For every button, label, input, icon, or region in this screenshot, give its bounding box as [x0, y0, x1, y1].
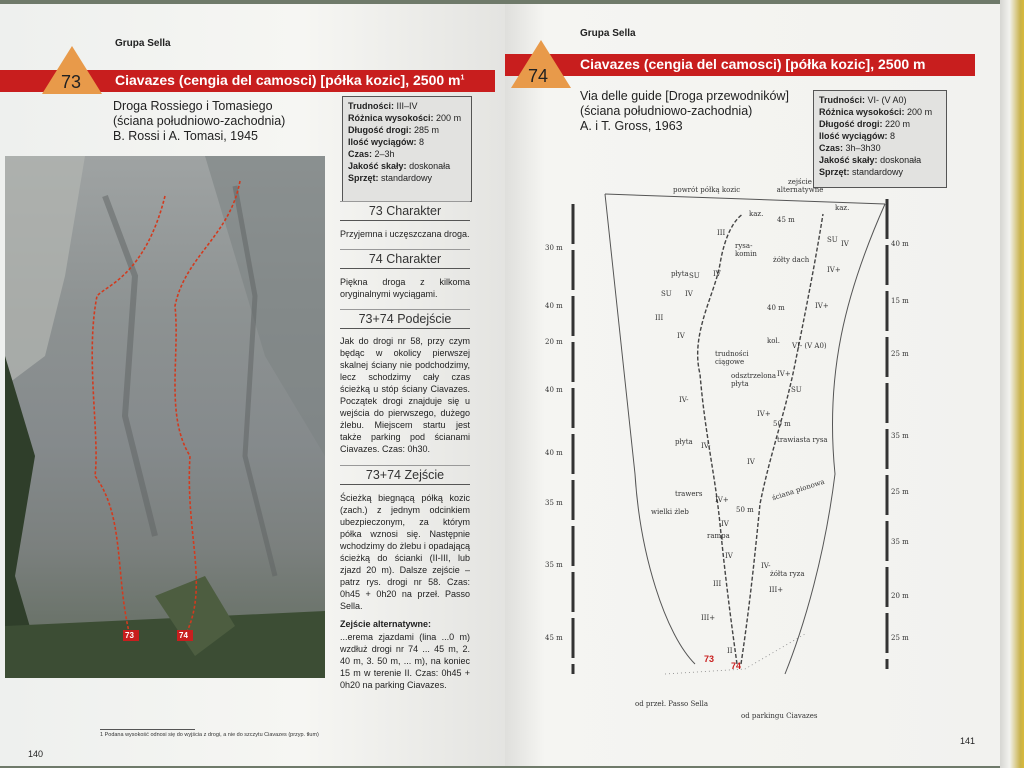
route-title: Ciavazes (cengia del camosci) [półka kozic], 2500 m — [580, 56, 926, 72]
scale-left-6: 35 m — [545, 499, 563, 507]
section-text-podejscie: Jak do drogi nr 58, przy czym będąc w okolicy pierwszej skalnej ściany nie podchodzimy, lecz schodzimy cały czas ścieżką u stóp ściany Ciavazes. Początek drogi znajduje się u wejścia do pierwszego, dużego żlebu. Miejscem startu jest także parking pod ścianami Ciavazes. Czas: 0h30. — [340, 336, 470, 454]
topo-label: IV+ — [715, 496, 729, 504]
footnote-rule — [100, 729, 195, 730]
section-heading-zejscie-alt: Zejście alternatywne: — [340, 619, 432, 629]
topo-label: SU — [827, 236, 838, 244]
topo-label: IV+ — [757, 410, 771, 418]
topo-label: zejście alternatywne — [776, 178, 824, 194]
route-number: 73 — [61, 72, 82, 92]
route-description: Via delle guide [Droga przewodników] (ściana południowo-zachodnia) A. i T. Gross, 1963 — [580, 89, 789, 133]
topo-label: trawers — [675, 490, 703, 498]
topo-label: kaz. — [749, 210, 764, 218]
info-box: Trudności: VI- (V A0) Różnica wysokości: 200 m Długość drogi: 220 m Ilość wyciągów: 8 Czas: 3h–3h30 Jakość skały: doskonała Sprzęt: standardowy — [813, 90, 947, 188]
topo-label: IV- — [679, 396, 689, 404]
topo-label: wielki żleb — [651, 508, 689, 516]
topo-label: II — [727, 647, 733, 655]
scale-right-4: 35 m — [891, 432, 909, 440]
scale-left-7: 35 m — [545, 561, 563, 569]
topo-label: III — [655, 314, 664, 322]
topo-label: kaz. — [835, 204, 850, 212]
photo-label-74: 74 — [179, 631, 188, 640]
topo-label: płyta — [671, 270, 689, 278]
page-number: 141 — [960, 736, 976, 746]
topo-label: IV — [747, 458, 755, 466]
topo-label: IV — [725, 552, 733, 560]
section-heading-podejscie: 73+74 Podejście — [340, 309, 470, 329]
topo-label: płyta — [675, 438, 693, 446]
route-title: Ciavazes (cengia del camosci) [półka kozic], 2500 $m^1$ — [115, 72, 465, 88]
left-page — [0, 4, 505, 766]
scale-right-6: 35 m — [891, 538, 909, 546]
topo-label: IV — [713, 270, 721, 278]
scale-left-2: 40 m — [545, 302, 563, 310]
scale-left-3: 20 m — [545, 338, 563, 346]
topo-label: 50 m — [736, 506, 754, 514]
topo-label: 40 m — [767, 304, 785, 312]
group-name: Grupa Sella — [580, 28, 636, 39]
page-number: 140 — [28, 749, 44, 759]
topo-label: III — [717, 229, 726, 237]
topo-label: 50 m — [773, 420, 791, 428]
section-text-74-charakter: Piękna droga z kilkoma oryginalnymi wyciągami. — [340, 277, 470, 299]
topo-label: VI- (V A0) — [792, 342, 827, 350]
wall-photo — [5, 156, 325, 678]
scale-right-5: 25 m — [891, 488, 909, 496]
scale-left-4: 40 m — [545, 386, 563, 394]
group-name: Grupa Sella — [115, 38, 171, 49]
topo-label: III+ — [769, 586, 784, 594]
wall-photo-graphic — [5, 156, 325, 678]
topo-label: trawiasta rysa — [777, 436, 828, 444]
section-heading-74-charakter: 74 Charakter — [340, 249, 470, 269]
right-page — [505, 4, 1000, 766]
topo-label: żółta ryza — [770, 570, 805, 578]
topo-label: odsztrzelona płyta — [731, 372, 777, 388]
topo-route-73: 73 — [704, 654, 715, 664]
topo-label: od parkingu Ciavazes — [741, 712, 818, 720]
topo-route-74: 74 — [731, 661, 742, 671]
section-heading-73-charakter: 73 Charakter — [340, 201, 470, 221]
route-74-line — [175, 181, 240, 636]
topo-label: od przeł. Passo Sella — [635, 700, 709, 708]
scale-left-8: 45 m — [545, 634, 563, 642]
topo-label: IV+ — [815, 302, 829, 310]
section-text-zejscie: Ścieżką biegnącą półką kozic (zach.) z jednym odcinkiem ubezpieczonym, za którym półka wznosi się. Następnie wchodzimy do żlebu i opadającą ścieżką do ścianki (II-III, lub zjazd 20 m). Dalsze zejście – patrz rys. drogi nr 58. Czas: 0h45 + 0h20 na przeł. Passo Sella. — [340, 493, 470, 611]
topo-label: IV+ — [827, 266, 841, 274]
topo-label: IV — [721, 520, 729, 528]
topo-label: SU — [661, 290, 672, 298]
scale-right-1: 40 m — [891, 240, 909, 248]
topo-label: IV+ — [777, 370, 791, 378]
topo-label: trudności ciągowe — [715, 350, 749, 366]
scale-right-2: 15 m — [891, 297, 909, 305]
footnote: 1 Podana wysokość odnosi się do wyjścia z drogi, a nie do szczytu Ciavazes (przyp. tłum) — [100, 732, 319, 738]
scale-left-5: 40 m — [545, 449, 563, 457]
topo-label: III+ — [701, 614, 716, 622]
topo-label: IV — [685, 290, 693, 298]
topo-label: rysa-komin — [735, 242, 757, 258]
topo-label: 45 m — [777, 216, 795, 224]
topo-label: ściana pionowa — [771, 477, 826, 503]
scale-right-3: 25 m — [891, 350, 909, 358]
topo-label: rampa — [707, 532, 730, 540]
topo-label: SU — [689, 272, 700, 280]
topo-label: kol. — [767, 337, 780, 345]
scale-left-1: 30 m — [545, 244, 563, 252]
route-description: Droga Rossiego i Tomasiego (ściana południowo-zachodnia) B. Rossi i A. Tomasi, 1945 — [113, 99, 286, 143]
topo-label: IV — [841, 240, 849, 248]
topo-label: żółty dach — [773, 256, 810, 264]
scale-right-7: 20 m — [891, 592, 909, 600]
section-text-zejscie-alt: ...erema zjazdami (lina ...0 m) wzdłuż drogi nr 74 ... 45 m, 2. 40 m, 3. 50 m, ... m), na koniec 15 m w terenie II. Czas: 0h45 + 0h20 na parking Ciavazes. — [340, 632, 470, 690]
topo-label: SU — [791, 386, 802, 394]
route-title-banner — [505, 54, 975, 76]
topo-label: IV- — [761, 562, 771, 570]
photo-label-73: 73 — [125, 631, 134, 640]
section-heading-zejscie: 73+74 Zejście — [340, 465, 470, 485]
route-number: 74 — [528, 66, 549, 86]
topo-label: III — [713, 580, 722, 588]
section-text-73-charakter: Przyjemna i uczęszczana droga. — [340, 229, 470, 239]
scale-right-8: 25 m — [891, 634, 909, 642]
info-box: Trudności: III–IV Różnica wysokości: 200 m Długość drogi: 285 m Ilość wyciągów: 8 Czas: 2–3h Jakość skały: doskonała Sprzęt: standardowy — [342, 96, 472, 202]
topo-label: IV — [677, 332, 685, 340]
topo-labels — [505, 174, 1000, 734]
topo-label: powrót półką kozic — [673, 186, 741, 194]
topo-label: IV- — [701, 442, 711, 450]
book-edge — [1000, 0, 1024, 768]
